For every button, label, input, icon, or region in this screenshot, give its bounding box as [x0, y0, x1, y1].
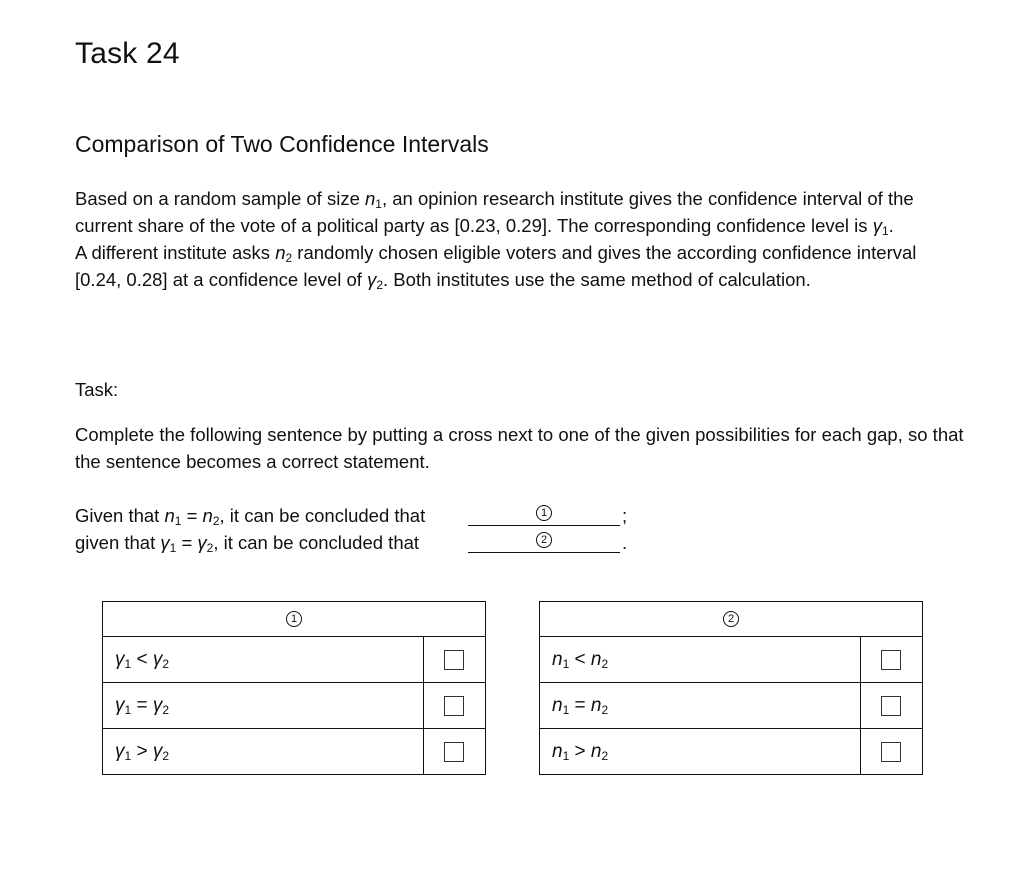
operator: >	[569, 740, 591, 762]
subscript: 2	[601, 702, 609, 717]
operator: <	[131, 648, 153, 670]
option-label	[103, 637, 424, 683]
symbol-gamma: γ	[115, 694, 125, 716]
subscript: 2	[162, 656, 170, 671]
gap-text: , it can be concluded that	[219, 505, 426, 526]
gap-punctuation: .	[622, 532, 628, 553]
table-marker-1: 1	[286, 611, 302, 627]
gap-marker-1: 1	[536, 505, 552, 521]
symbol-n: n	[590, 648, 602, 670]
option-label	[540, 637, 861, 683]
operator: =	[176, 532, 198, 553]
option-label	[103, 729, 424, 775]
operator: <	[569, 648, 591, 670]
subscript: 2	[376, 278, 384, 292]
symbol-n: n	[552, 694, 563, 716]
subscript: 1	[174, 514, 182, 528]
checkbox[interactable]	[881, 650, 901, 670]
gap-sentence-line-2	[75, 529, 419, 556]
gap-sentence-line-1	[75, 502, 425, 529]
subscript: 2	[601, 748, 609, 763]
gap-text: , it can be concluded that	[213, 532, 420, 553]
checkbox-cell	[423, 637, 485, 683]
gap-marker-2: 2	[536, 532, 552, 548]
operator: =	[569, 694, 591, 716]
checkbox[interactable]	[881, 696, 901, 716]
option-row	[540, 729, 923, 775]
operator: =	[131, 694, 153, 716]
checkbox-cell	[423, 683, 485, 729]
table-header	[540, 602, 923, 637]
subscript: 1	[562, 702, 570, 717]
symbol-n: n	[590, 740, 602, 762]
symbol-gamma: γ	[152, 694, 163, 716]
option-row	[103, 683, 486, 729]
gap-punctuation: ;	[622, 505, 628, 526]
subscript: 1	[124, 702, 132, 717]
intro-text	[75, 185, 965, 293]
symbol-gamma: γ	[367, 269, 377, 290]
option-label	[540, 729, 861, 775]
subscript: 1	[562, 748, 570, 763]
intro-text-part: randomly chosen eligible voters and gives the according confidence interval [0.24, 0.28] at a confidence level of	[75, 242, 917, 290]
symbol-n: n	[365, 188, 376, 209]
option-row	[103, 729, 486, 775]
subscript: 1	[881, 224, 889, 238]
symbol-n: n	[275, 242, 286, 263]
symbol-gamma: γ	[197, 532, 207, 553]
subscript: 2	[162, 702, 170, 717]
page-title: Task 24	[75, 37, 180, 70]
gap-text: given that	[75, 532, 161, 553]
subscript: 1	[375, 197, 382, 211]
subscript: 1	[124, 656, 132, 671]
checkbox[interactable]	[444, 696, 464, 716]
checkbox[interactable]	[444, 742, 464, 762]
intro-text-part: Based on a random sample of size	[75, 188, 365, 209]
checkbox[interactable]	[444, 650, 464, 670]
checkbox-cell	[860, 683, 922, 729]
operator: =	[181, 505, 203, 526]
symbol-gamma: γ	[115, 740, 125, 762]
subscript: 2	[285, 251, 293, 265]
symbol-gamma: γ	[115, 648, 125, 670]
section-title: Comparison of Two Confidence Intervals	[75, 131, 489, 157]
instruction-text: Complete the following sentence by putting a cross next to one of the given possibilities for each gap, so that the sentence becomes a correct statement.	[75, 424, 964, 472]
subscript: 1	[124, 748, 132, 763]
subscript: 1	[169, 541, 177, 555]
intro-text-part: .	[888, 215, 894, 236]
symbol-n: n	[202, 505, 213, 526]
subscript: 2	[162, 748, 170, 763]
gap-text: Given that	[75, 505, 165, 526]
symbol-gamma: γ	[160, 532, 170, 553]
checkbox-cell	[423, 729, 485, 775]
symbol-gamma: γ	[152, 648, 163, 670]
subscript: 2	[212, 514, 220, 528]
option-row	[540, 637, 923, 683]
intro-text-part: . Both institutes use the same method of calculation.	[383, 269, 811, 290]
subscript: 2	[601, 656, 609, 671]
intro-text-part: A different institute asks	[75, 242, 276, 263]
operator: >	[131, 740, 153, 762]
intro-text-part: , an opinion research institute gives the confidence interval of the current share of the vote of a political party as [0.23, 0.29]. The corresponding confidence level is	[75, 188, 914, 236]
symbol-n: n	[552, 648, 563, 670]
checkbox[interactable]	[881, 742, 901, 762]
subscript: 1	[562, 656, 570, 671]
option-row	[103, 637, 486, 683]
option-row	[540, 683, 923, 729]
table-header	[103, 602, 486, 637]
options-table-2	[539, 601, 923, 775]
symbol-n: n	[164, 505, 175, 526]
symbol-gamma: γ	[152, 740, 163, 762]
task-label: Task:	[75, 379, 119, 400]
checkbox-cell	[860, 637, 922, 683]
symbol-gamma: γ	[872, 215, 882, 236]
symbol-n: n	[552, 740, 563, 762]
option-label	[540, 683, 861, 729]
table-marker-2: 2	[723, 611, 739, 627]
subscript: 2	[206, 541, 214, 555]
checkbox-cell	[860, 729, 922, 775]
symbol-n: n	[590, 694, 602, 716]
option-label	[103, 683, 424, 729]
options-table-1	[102, 601, 486, 775]
